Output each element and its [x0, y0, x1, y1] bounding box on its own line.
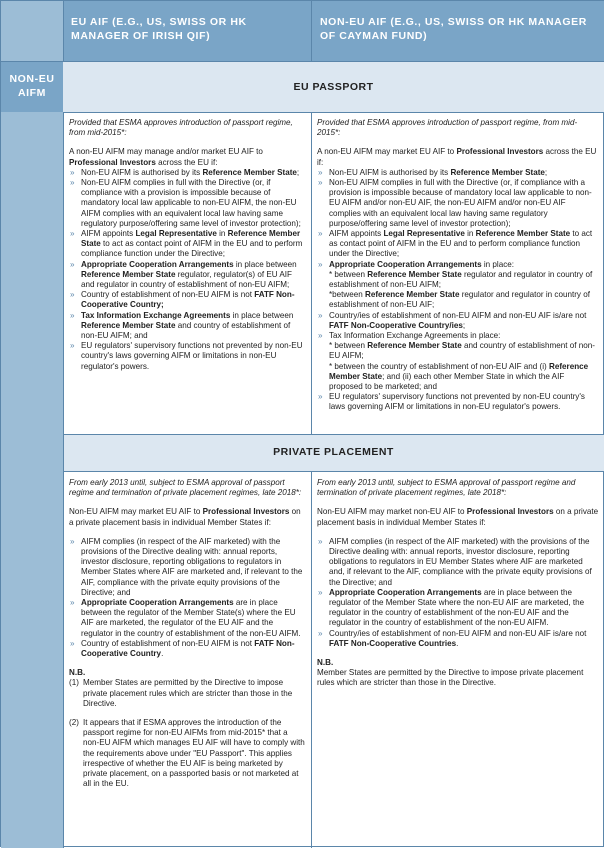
header-eu-aif: EU AIF (E.G., US, SWISS OR HK MANAGER OF IRISH QIF) — [63, 1, 311, 61]
list-item: » EU regulators' supervisory functions not prevented by non-EU country's laws governing AIFM or limitations in non-EU regulator's powers. — [69, 341, 305, 372]
private-right-intro: From early 2013 until, subject to ESMA approval of passport regime and termination of private placement regimes, late 2018*: — [317, 478, 576, 498]
list-item: » Country/ies of establishment of non-EU AIFM and non-EU AIF is/are not FATF Non-Cooperative Countries. — [317, 629, 599, 649]
list-item: » Country of establishment of non-EU AIFM is not FATF Non-Cooperative Country. — [69, 639, 305, 659]
row-label-non-eu-aifm: NON-EU AIFM — [1, 62, 63, 112]
list-item: » AIFM appoints Legal Representative in Reference Member State to act as contact point of AIFM in the EU and to perform compliance function under the Directive; — [69, 229, 305, 260]
private-left-lead: Non-EU AIFM may market EU AIF to Professional Investors on a private placement basis in individual Member States if: — [69, 507, 301, 527]
side-column — [1, 1, 63, 848]
passport-right-lead: A non-EU AIFM may market EU AIF to Professional Investors across the EU if: — [317, 147, 597, 167]
private-left-nb-title: N.B. — [69, 668, 86, 678]
passport-right-intro: Provided that ESMA approves introduction of passport regime, from mid-2015*: — [317, 118, 578, 138]
list-item: * between Reference Member State regulator and regulator in country of establishment of non-EU AIFM; — [329, 269, 593, 290]
passport-left-intro: Provided that ESMA approves introduction of passport regime, from mid-2015*: — [69, 118, 293, 138]
passport-non-eu-aif-cell — [317, 118, 599, 413]
divider — [311, 112, 312, 434]
list-item: » AIFM complies (in respect of the AIF marketed) with the provisions of the Directive dealing with: annual reports, investor disclosure, reporting obligations to regulators in EU Member States where AIF are marketed and, if relevant to the AIF, compliance with the private equity provisions of the Directive; and — [317, 537, 599, 588]
list-item: » Appropriate Cooperation Arrangements in place: — [317, 260, 599, 270]
list-item: » Appropriate Cooperation Arrangements are in place between the regulator of the Member State(s) where the EU AIF are marketed, the regulator of the EU AIF and the regulator in the country of establishment of the non-EU AIFM. — [69, 598, 305, 639]
divider — [63, 112, 604, 113]
list-item: » Country of establishment of non-EU AIFM is not FATF Non-Cooperative Country; — [69, 290, 305, 310]
private-right-lead: Non-EU AIFM may market non-EU AIF to Professional Investors on a private placement basis in individual Member States if: — [317, 507, 599, 527]
passport-left-conditions — [69, 168, 305, 372]
passport-right-conditions — [317, 168, 599, 413]
list-item: » Non-EU AIFM is authorised by its Reference Member State; — [69, 168, 305, 178]
list-item: » EU regulators' supervisory functions not prevented by non-EU country's laws governing AIFM or limitations in non-EU regulator's powers. — [317, 392, 599, 412]
private-eu-aif-cell — [69, 478, 305, 789]
private-left-intro: From early 2013 until, subject to ESMA approval of passport regime and termination of private placement regimes, late 2018*: — [69, 478, 302, 498]
divider — [311, 471, 312, 848]
list-item: » AIFM complies (in respect of the AIF marketed) with the provisions of the Directive dealing with: annual reports, investor disclosure, reporting obligations to regulators in Member States where AIF are marketed and, if relevant to the AIF, compliance with the private equity provisions of the Directive; and — [69, 537, 305, 598]
list-item: * between Reference Member State and country of establishment of non-EU AIFM; — [329, 341, 595, 361]
private-right-nb: Member States are permitted by the Directive to impose private placement rules which are stricter than those in the Directive. — [317, 668, 584, 688]
private-non-eu-aif-cell — [317, 478, 599, 689]
list-item: » Tax Information Exchange Agreements in place between Reference Member State and country of establishment of non-EU AIFM; and — [69, 311, 305, 342]
divider — [63, 471, 604, 472]
list-item: » Appropriate Cooperation Arrangements are in place between the regulator of the Member State where the non-EU AIF are marketed, the regulator in the country of establishment of the non-EU AIF and the regulator in the country of establishment of the non-EU AIFM. — [317, 588, 599, 629]
list-item: (2) It appears that if ESMA approves the introduction of the passport regime for non-EU AIFMs from mid-2015* that a non-EU AIFM which manages EU AIF will have to comply with the requirements above under "EU Passport". This applies irrespective of whether the EU AIF is being marketed by private placement, on a passported basis or not marketed at all in the EU. — [69, 718, 305, 789]
divider — [63, 1, 64, 62]
passport-left-lead: A non-EU AIFM may manage and/or market EU AIF to Professional Investors across the EU if: — [69, 147, 263, 167]
list-item: » Non-EU AIFM complies in full with the Directive (or, if compliance with a provision is impossible because of mandatory local law applicable to non-EU AIFM, the non-EU AIFM complies with an equivalent local law having same regulatory purpose/offering same level of investor protection); — [69, 178, 305, 229]
list-item: *between Reference Member State regulator and regulator in country of establishment of non-EU AIF; — [329, 290, 590, 310]
list-item: » Appropriate Cooperation Arrangements in place between Reference Member State regulator, regulator(s) of EU AIF and regulator in country of establishment of non-EU AIFM; — [69, 260, 305, 291]
private-left-conditions — [69, 537, 305, 659]
list-item: » Non-EU AIFM complies in full with the Directive (or, if compliance with a provision is impossible because of mandatory local law applicable to non-EU AIFM and/or non-EU AIF, the non-EU AIFM and/or non-EU AIF complies with an equivalent local law having same regulatory purpose/offering same level of investor protection); — [317, 178, 599, 229]
list-item: (1) Member States are permitted by the Directive to impose private placement rules which are stricter than those in the Directive. — [69, 678, 293, 708]
divider — [1, 61, 604, 62]
private-left-notes — [69, 678, 305, 789]
divider — [63, 112, 64, 848]
list-item: » Non-EU AIFM is authorised by its Reference Member State; — [317, 168, 599, 178]
divider — [311, 1, 312, 62]
list-item: » AIFM appoints Legal Representative in Reference Member State to act as contact point of AIFM in the EU and to perform compliance function under the Directive; — [317, 229, 599, 260]
list-item: * between the country of establishment of non-EU AIF and (i) Reference Member State; and (ii) each other Member State in which the AIF proposed to be marketed; and — [329, 361, 589, 392]
list-item: » Tax Information Exchange Agreements in place: — [317, 331, 599, 341]
list-item: » Country/ies of establishment of non-EU AIFM and non-EU AIF is/are not FATF Non-Cooperative Country/ies; — [317, 311, 599, 331]
private-right-conditions — [317, 537, 599, 649]
passport-eu-aif-cell — [69, 118, 305, 372]
divider — [63, 434, 604, 435]
section-title-eu-passport: EU PASSPORT — [63, 62, 604, 112]
header-non-eu-aif: NON-EU AIF (E.G., US, SWISS OR HK MANAGER OF CAYMAN FUND) — [312, 1, 604, 61]
section-title-private-placement: PRIVATE PLACEMENT — [63, 434, 604, 471]
private-right-nb-title: N.B. — [317, 658, 334, 668]
